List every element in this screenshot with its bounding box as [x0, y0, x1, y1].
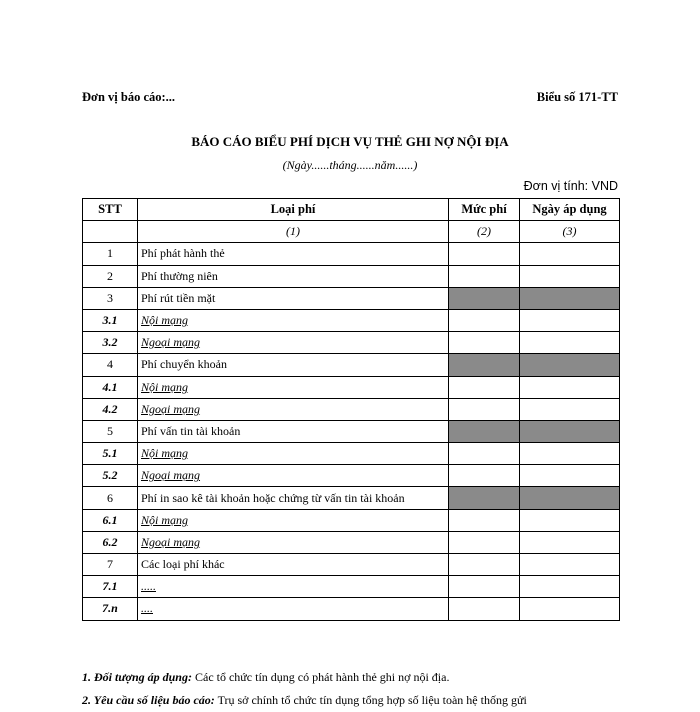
report-title: BÁO CÁO BIỂU PHÍ DỊCH VỤ THẺ GHI NỢ NỘI ĐỊA — [191, 134, 509, 149]
row-stt: 3 — [83, 287, 138, 309]
table-row — [83, 465, 620, 487]
row-effective-date — [520, 265, 620, 287]
row-effective-date — [520, 554, 620, 576]
row-fee-amount — [449, 465, 520, 487]
table-row — [83, 265, 620, 287]
row-fee-amount — [449, 487, 520, 509]
column-number-row — [83, 221, 620, 243]
table-row — [83, 287, 620, 309]
row-fee-amount — [449, 243, 520, 265]
row-fee-amount — [449, 531, 520, 553]
row-fee-name: Các loại phí khác — [138, 554, 449, 576]
note-line — [82, 666, 622, 689]
report-date-line: (Ngày......tháng......năm......) — [282, 158, 418, 172]
note-label: 2. Yêu cầu số liệu báo cáo: — [82, 693, 215, 707]
row-stt: 7 — [83, 554, 138, 576]
table-row — [83, 531, 620, 553]
row-stt: 3.1 — [83, 309, 138, 331]
row-fee-name: Nội mạng — [138, 376, 449, 398]
row-fee-amount — [449, 598, 520, 620]
table-row — [83, 243, 620, 265]
row-fee-name: ..... — [138, 576, 449, 598]
table-row — [83, 554, 620, 576]
table-row — [83, 354, 620, 376]
header-stt: STT — [83, 199, 138, 221]
row-fee-name: Phí in sao kê tài khoản hoặc chứng từ vấn tin tài khoản — [138, 487, 449, 509]
row-fee-amount — [449, 576, 520, 598]
currency-unit: Đơn vị tính: VND — [523, 179, 618, 193]
note-line — [82, 689, 622, 712]
row-fee-name: Phí thường niên — [138, 265, 449, 287]
row-effective-date — [520, 243, 620, 265]
row-fee-name: Nội mạng — [138, 443, 449, 465]
row-stt: 7.n — [83, 598, 138, 620]
table-row — [83, 398, 620, 420]
table-row — [83, 309, 620, 331]
row-fee-amount — [449, 443, 520, 465]
row-effective-date — [520, 487, 620, 509]
row-fee-name: Nội mạng — [138, 309, 449, 331]
row-fee-amount — [449, 309, 520, 331]
fee-table — [82, 198, 620, 621]
column-number: (3) — [520, 221, 620, 243]
header-fee-amount: Mức phí — [449, 199, 520, 221]
row-effective-date — [520, 287, 620, 309]
header-fee-type: Loại phí — [138, 199, 449, 221]
row-fee-name: Phí rút tiền mặt — [138, 287, 449, 309]
note-text: Trụ sở chính tổ chức tín dụng tổng hợp số liệu toàn hệ thống gửi — [214, 693, 527, 707]
row-fee-name: Ngoại mạng — [138, 531, 449, 553]
table-row — [83, 576, 620, 598]
row-fee-name: Ngoại mạng — [138, 465, 449, 487]
row-fee-name: Phí phát hành thẻ — [138, 243, 449, 265]
row-stt: 5.2 — [83, 465, 138, 487]
row-effective-date — [520, 309, 620, 331]
row-stt: 7.1 — [83, 576, 138, 598]
column-number: (2) — [449, 221, 520, 243]
row-fee-amount — [449, 509, 520, 531]
table-header-row — [83, 199, 620, 221]
row-fee-amount — [449, 354, 520, 376]
row-stt: 6 — [83, 487, 138, 509]
row-effective-date — [520, 598, 620, 620]
row-stt: 5.1 — [83, 443, 138, 465]
column-number — [83, 221, 138, 243]
table-row — [83, 332, 620, 354]
row-stt: 2 — [83, 265, 138, 287]
row-fee-amount — [449, 332, 520, 354]
table-row — [83, 509, 620, 531]
table-row — [83, 376, 620, 398]
row-stt: 6.2 — [83, 531, 138, 553]
row-stt: 5 — [83, 420, 138, 442]
table-row — [83, 443, 620, 465]
row-fee-amount — [449, 420, 520, 442]
notes-section — [82, 666, 622, 712]
row-fee-amount — [449, 287, 520, 309]
row-fee-name: Ngoại mạng — [138, 398, 449, 420]
row-fee-name: Nội mạng — [138, 509, 449, 531]
row-effective-date — [520, 509, 620, 531]
row-effective-date — [520, 443, 620, 465]
row-effective-date — [520, 332, 620, 354]
table-row — [83, 487, 620, 509]
row-effective-date — [520, 531, 620, 553]
note-text: Các tổ chức tín dụng có phát hành thẻ ghi nợ nội địa. — [191, 670, 450, 684]
header-effective-date: Ngày áp dụng — [520, 199, 620, 221]
row-effective-date — [520, 398, 620, 420]
row-effective-date — [520, 376, 620, 398]
row-stt: 4.2 — [83, 398, 138, 420]
row-fee-name: Ngoại mạng — [138, 332, 449, 354]
row-fee-amount — [449, 376, 520, 398]
row-effective-date — [520, 465, 620, 487]
row-stt: 3.2 — [83, 332, 138, 354]
table-row — [83, 420, 620, 442]
column-number: (1) — [138, 221, 449, 243]
row-fee-amount — [449, 398, 520, 420]
row-stt: 6.1 — [83, 509, 138, 531]
note-label: 1. Đối tượng áp dụng: — [82, 670, 192, 684]
row-fee-name: Phí chuyển khoản — [138, 354, 449, 376]
row-effective-date — [520, 420, 620, 442]
row-fee-name: .... — [138, 598, 449, 620]
row-stt: 1 — [83, 243, 138, 265]
row-fee-amount — [449, 265, 520, 287]
table-row — [83, 598, 620, 620]
form-code: Biểu số 171-TT — [536, 90, 618, 104]
row-fee-name: Phí vấn tin tài khoản — [138, 420, 449, 442]
row-stt: 4.1 — [83, 376, 138, 398]
row-effective-date — [520, 576, 620, 598]
row-stt: 4 — [83, 354, 138, 376]
reporting-unit: Đơn vị báo cáo:... — [82, 90, 176, 104]
row-fee-amount — [449, 554, 520, 576]
row-effective-date — [520, 354, 620, 376]
